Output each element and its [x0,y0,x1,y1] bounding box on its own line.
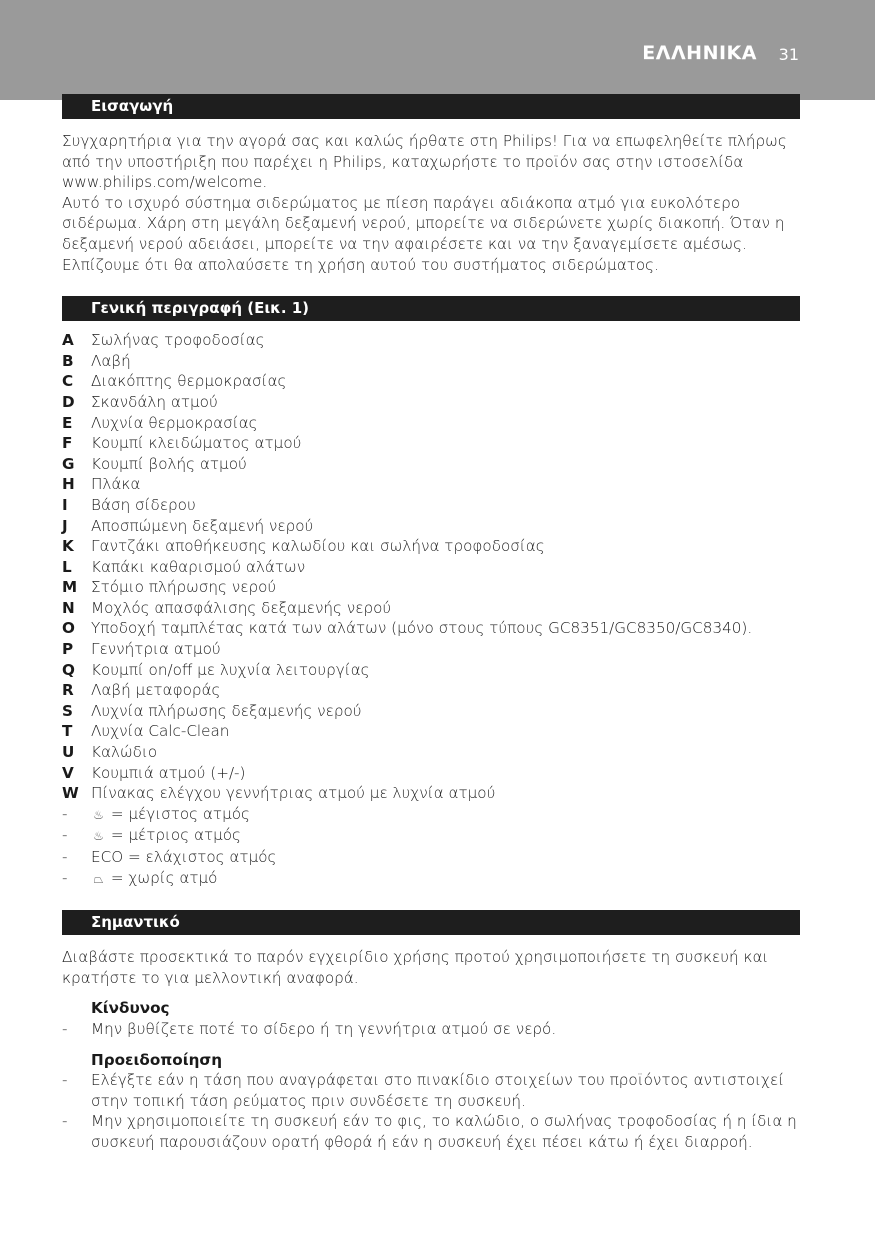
legend-text: Γαντζάκι αποθήκευσης καλωδίου και σωλήνα τροφοδοσίας [91,537,545,556]
danger-item-text: Μην βυθίζετε ποτέ το σίδερο ή τη γεννήτρια ατμού σε νερό. [91,1019,557,1038]
legend-text: Καπάκι καθαρισμού αλάτων [91,557,306,576]
list-dash: - [62,1019,68,1038]
legend-item [62,392,800,413]
legend-text: Καλώδιο [91,743,158,762]
legend-text: Πλάκα [91,475,141,494]
intro-paragraph-1: Συγχαρητήρια για την αγορά σας και καλώς ήρθατε στη Philips! Για να επωφεληθείτε πλήρως από την υποστήριξη που παρέχει η Philips, καταχωρήστε το προϊόν σας στην ιστοσελίδα www.philips.com/welcome. [62,132,787,192]
legend-text: Κουμπί on/off με λυχνία λειτουργίας [91,660,370,679]
legend-text: Υποδοχή ταμπλέτας κατά των αλάτων (μόνο στους τύπους GC8351/GC8350/GC8340). [91,619,753,638]
legend-item [62,721,800,742]
legend-letter: I [62,495,68,514]
important-paragraph: Διαβάστε προσεκτικά το παρόν εγχειρίδιο χρήσης προτού χρησιμοποιήσετε τη συσκευή και κρατήστε το για μελλοντική αναφορά. [62,948,769,987]
steam-level-row [62,868,800,890]
steam-levels-list [62,804,800,889]
legend-letter: G [62,454,75,473]
legend-item [62,577,800,598]
legend-item [62,371,800,392]
steam-level-row [62,825,800,847]
list-dash: - [62,868,68,887]
legend-text: Γεννήτρια ατμού [91,640,221,659]
legend-item [62,330,800,351]
legend-letter: R [62,681,74,700]
legend-letter: O [62,619,75,638]
legend-text: Λαβή μεταφοράς [91,681,221,700]
legend-text: Αποσπώμενη δεξαμενή νερού [91,516,314,535]
legend-letter: S [62,701,73,720]
warning-item-text: Μην χρησιμοποιείτε τη συσκευή εάν το φις, το καλώδιο, ο σωλήνας τροφοδοσίας ή η ίδια η συσκευή παρουσιάζουν ορατή φθορά ή εάν η συσκευή έχει πέσει κάτω ή έχει διαρροή. [91,1112,797,1151]
warning-item [62,1111,800,1152]
legend-item [62,763,800,784]
legend-text: Πίνακας ελέγχου γεννήτριας ατμού με λυχνία ατμού [91,784,496,803]
legend-item [62,495,800,516]
steam-level-text: = μέτριος ατμός [110,826,241,845]
legend-item [62,351,800,372]
legend-letter: H [62,475,75,494]
intro-paragraph-2: Αυτό το ισχυρό σύστημα σιδερώματος με πίεση παράγει αδιάκοπα ατμό για ευκολότερο σιδέρωμα. Χάρη στη μεγάλη δεξαμενή νερού, μπορείτε να σιδερώνετε χωρίς διακοπή. Όταν η δεξαμενή νερού αδειάσει, μπορείτε να την αφαιρέσετε και να την ξαναγεμίσετε αμέσως. Ελπίζουμε ότι θα απολαύσετε τη χρήση αυτού του συστήματος σιδερώματος. [62,193,785,274]
warning-item-text: Ελέγξτε εάν η τάση που αναγράφεται στο πινακίδιο στοιχείων του προϊόντος αντιστοιχεί στην τοπική τάση ρεύματος πριν συνδέσετε τη συσκευή. [91,1071,785,1110]
legend-letter: M [62,578,78,597]
legend-letter: P [62,640,74,659]
legend-text: Λυχνία πλήρωσης δεξαμενής νερού [91,701,362,720]
steam-level-text-wrap [91,868,800,890]
warning-heading: Προειδοποίηση [91,1050,223,1069]
legend-letter: N [62,598,75,617]
legend-item [62,660,800,681]
section-title-general: Γενική περιγραφή (Εικ. 1) [62,296,800,321]
legend-letter: Q [62,660,75,679]
legend-letter: D [62,392,75,411]
steam-level-text: = χωρίς ατμό [110,868,218,887]
list-dash: - [62,1112,68,1131]
legend-item [62,536,800,557]
legend-item [62,639,800,660]
steam-level-row [62,847,800,868]
legend-text: Κουμπί βολής ατμού [91,454,247,473]
legend-text: Κουμπί κλειδώματος ατμού [91,434,302,453]
legend-letter: B [62,351,74,370]
legend-item [62,454,800,475]
page-content [62,94,800,1153]
warning-item [62,1070,800,1111]
header-band [0,0,875,100]
legend-text: Λυχνία Calc-Clean [91,722,230,741]
legend-item [62,413,800,434]
steam-level-text-wrap [91,825,800,847]
list-dash: - [62,1071,68,1090]
legend-item [62,680,800,701]
legend-letter: J [62,516,68,535]
legend-item [62,618,800,639]
language-label: ΕΛΛΗΝΙΚΑ [642,42,757,64]
legend-letter: T [62,722,73,741]
legend-item [62,598,800,619]
list-dash: - [62,826,68,845]
steam-level-row [62,804,800,826]
parts-legend [62,330,800,804]
legend-item [62,701,800,722]
section-title-important: Σημαντικό [62,910,800,935]
legend-text: Σωλήνας τροφοδοσίας [91,331,265,350]
legend-item [62,433,800,454]
legend-letter: A [62,331,74,350]
steam-level-text: = μέγιστος ατμός [110,804,250,823]
danger-item [62,1019,800,1040]
legend-item [62,557,800,578]
page-number: 31 [778,45,799,64]
legend-item [62,742,800,763]
legend-text: Στόμιο πλήρωσης νερού [91,578,277,597]
section-title-intro: Εισαγωγή [62,94,800,119]
legend-text: Διακόπτης θερμοκρασίας [91,372,287,391]
legend-item [62,783,800,804]
no-steam-icon: ⏢ [93,871,104,886]
steam-level-text-wrap [91,847,800,868]
legend-letter: W [62,784,79,803]
legend-text: Κουμπιά ατμού (+/-) [91,763,246,782]
list-dash: - [62,848,68,866]
max-steam-icon: ♨ [93,807,104,822]
legend-text: Λαβή [91,351,131,370]
medium-steam-icon: ♨ [93,829,104,844]
legend-letter: K [62,537,74,556]
legend-letter: V [62,763,74,782]
legend-text: Λυχνία θερμοκρασίας [91,413,258,432]
legend-letter: E [62,413,73,432]
legend-text: Βάση σίδερου [91,495,196,514]
legend-text: Σκανδάλη ατμού [91,392,218,411]
legend-letter: L [62,557,72,576]
steam-level-text-wrap [91,804,800,826]
legend-text: Μοχλός απασφάλισης δεξαμενής νερού [91,598,392,617]
legend-item [62,474,800,495]
legend-letter: C [62,372,74,391]
steam-level-text: ECO = ελάχιστος ατμός [91,848,277,866]
list-dash: - [62,804,68,823]
legend-letter: F [62,434,73,453]
legend-item [62,516,800,537]
legend-letter: U [62,743,75,762]
danger-heading: Κίνδυνος [91,999,170,1018]
